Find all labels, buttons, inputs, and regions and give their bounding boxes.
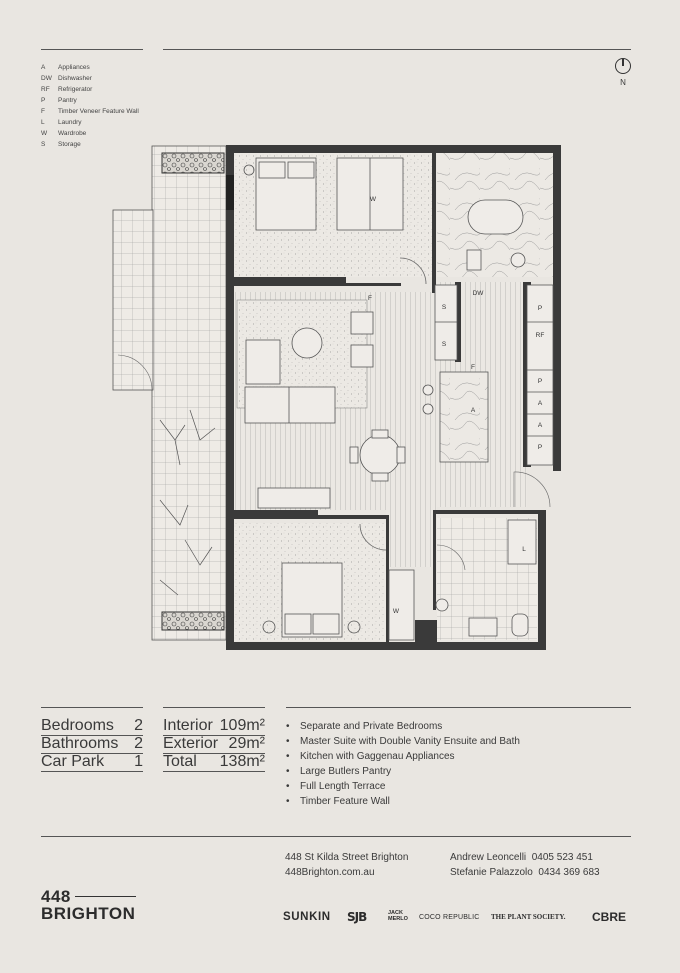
address-block	[285, 850, 408, 880]
legend-item: P Pantry	[41, 97, 77, 104]
agent-name: Stefanie Palazzolo	[450, 867, 533, 878]
footer-rule	[41, 836, 631, 837]
legend-item: DW Dishwasher	[41, 75, 92, 82]
plan-label-feature-wall: F	[368, 295, 372, 302]
plan-label-storage: S	[441, 341, 447, 348]
plan-label-storage: S	[441, 304, 447, 311]
brand-logo: 448 BRIGHTON	[41, 887, 136, 923]
legend-item: RF Refrigerator	[41, 86, 93, 93]
legend-item: F Timber Veneer Feature Wall	[41, 108, 139, 115]
street-address: 448 St Kilda Street Brighton	[285, 852, 409, 863]
plant-society-logo: THE PLANT SOCIETY.	[491, 913, 566, 921]
north-label: N	[620, 78, 626, 87]
features-list	[286, 719, 520, 809]
plan-label-wardrobe: W	[369, 196, 377, 203]
plan-label-pantry: P	[537, 378, 543, 385]
coco-republic-logo: COCO REPUBLIC	[419, 914, 480, 921]
stat-row-bathrooms: Bathrooms 2	[41, 735, 143, 752]
feature-item: • Separate and Private Bedrooms	[286, 721, 443, 732]
plan-label-dishwasher: DW	[472, 290, 484, 297]
legend-item: L Laundry	[41, 119, 82, 126]
specs-rule-mid	[163, 707, 265, 708]
specs-rule-right	[286, 707, 631, 708]
plan-label-wardrobe: W	[392, 608, 400, 615]
stat-row-bedrooms: Bedrooms 2	[41, 717, 143, 734]
plan-label-laundry: L	[522, 546, 526, 553]
plan-label-feature-wall: F	[471, 364, 475, 371]
agent-name: Andrew Leoncelli	[450, 852, 527, 863]
sunkin-logo: SUNKIN	[283, 911, 331, 923]
feature-item: • Master Suite with Double Vanity Ensuite and Bath	[286, 736, 520, 747]
plan-label-appliances: A	[537, 422, 543, 429]
stat-row-exterior: Exterior 29m²	[163, 735, 265, 752]
agent-phone[interactable]: 0434 369 683	[538, 867, 600, 878]
stat-row-total: Total 138m²	[163, 753, 265, 770]
feature-item: • Kitchen with Gaggenau Appliances	[286, 751, 455, 762]
agent-contact	[450, 865, 600, 880]
legend-item: A Appliances	[41, 64, 90, 71]
agent-phone[interactable]: 0405 523 451	[531, 852, 593, 863]
stat-row-car-park: Car Park 1	[41, 753, 143, 770]
terrace	[113, 146, 226, 640]
plan-label-pantry: P	[537, 444, 543, 451]
agents-block	[450, 850, 600, 880]
agent-contact	[450, 850, 600, 865]
website-link[interactable]: 448Brighton.com.au	[285, 867, 375, 878]
plan-label-refrigerator: RF	[535, 332, 545, 339]
specs-rule-left	[41, 707, 143, 708]
cbre-logo: CBRE	[592, 910, 627, 924]
plan-label-appliances: A	[470, 407, 476, 414]
plan-label-pantry: P	[537, 305, 543, 312]
sjb-logo: SJB	[347, 910, 367, 924]
plan-label-appliances: A	[537, 400, 543, 407]
stat-row-interior: Interior 109m²	[163, 717, 265, 734]
feature-item: • Full Length Terrace	[286, 781, 386, 792]
jack-merlo-logo: JACK MERLO	[388, 910, 408, 922]
legend-item: S Storage	[41, 141, 81, 148]
legend-item: W Wardrobe	[41, 130, 87, 137]
feature-item: • Timber Feature Wall	[286, 796, 390, 807]
feature-item: • Large Butlers Pantry	[286, 766, 392, 777]
